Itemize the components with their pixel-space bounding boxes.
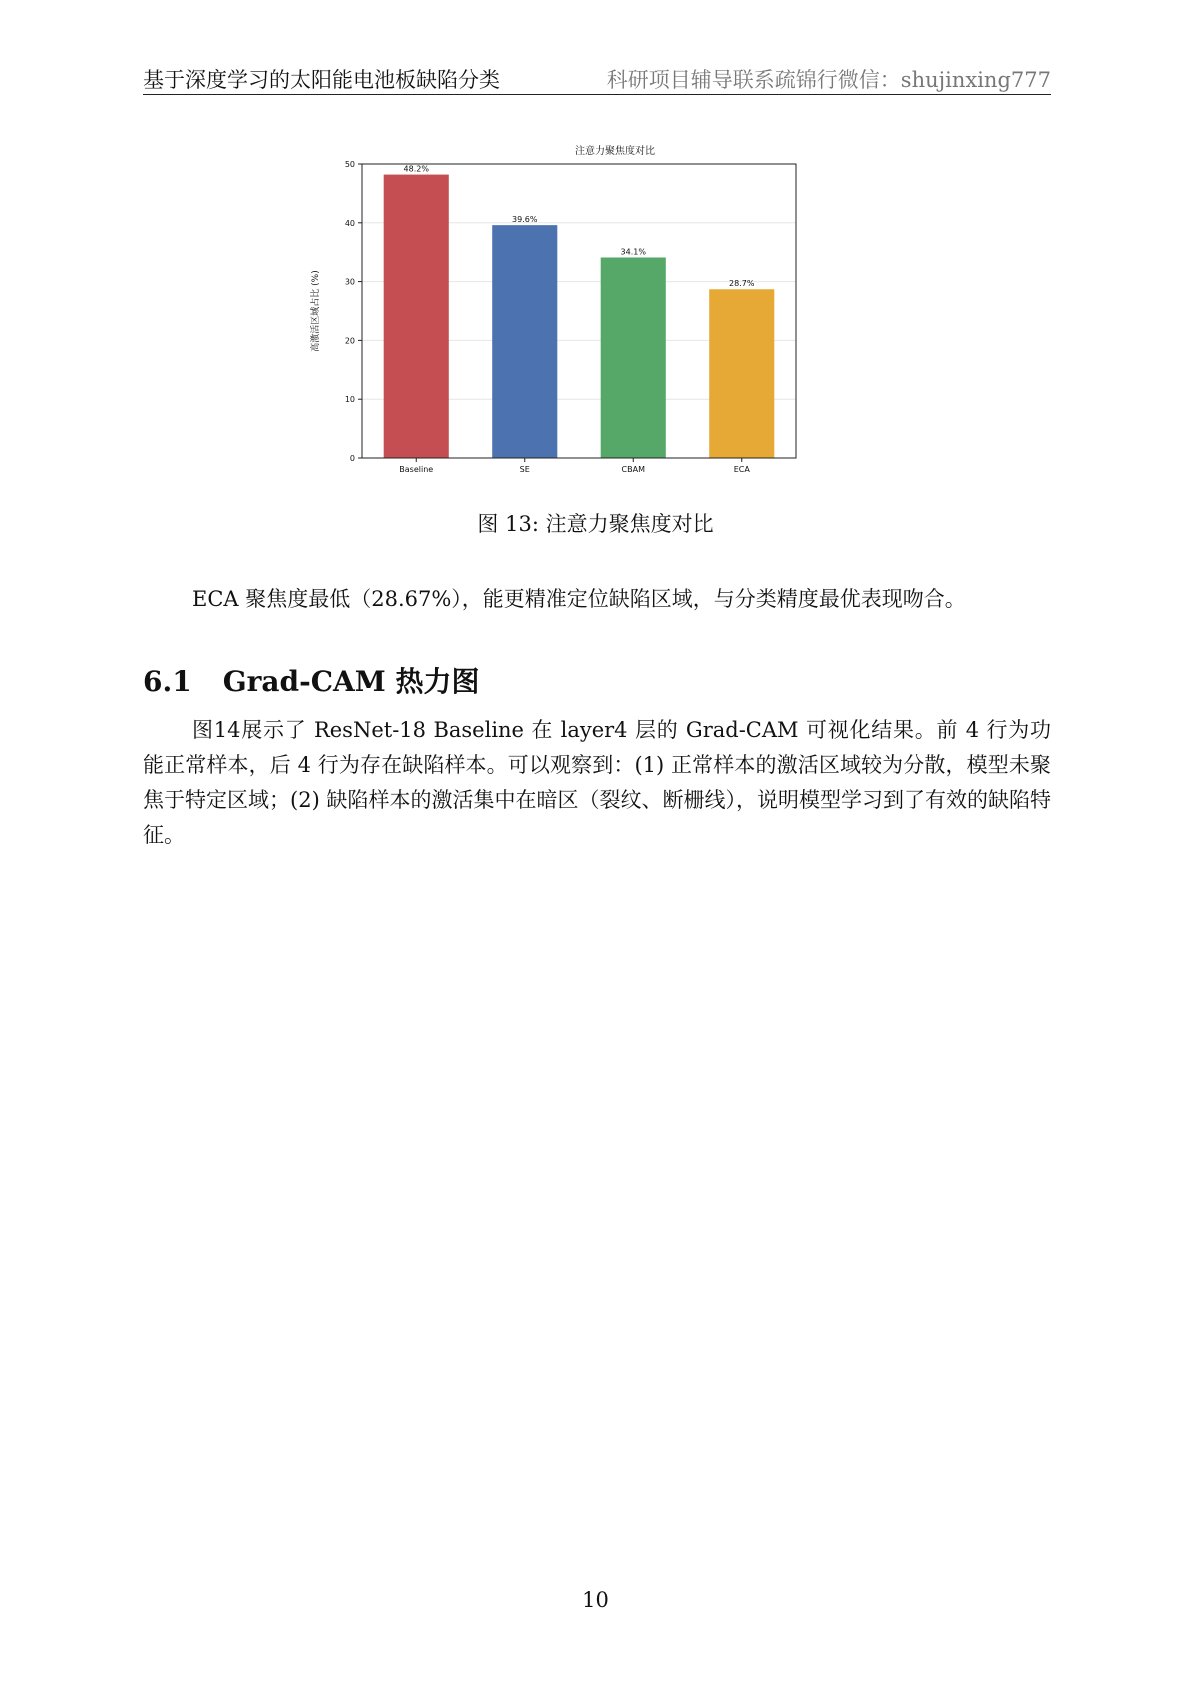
chart-bars	[384, 165, 775, 458]
x-tick-label: SE	[519, 465, 530, 474]
chart-title: 注意力聚焦度对比	[575, 146, 655, 157]
y-tick-label: 30	[344, 277, 355, 287]
x-axis	[399, 458, 750, 474]
page-number: 10	[582, 1588, 609, 1612]
section-number: 6.1	[143, 665, 192, 698]
header-title: 基于深度学习的太阳能电池板缺陷分类	[143, 68, 500, 92]
x-tick-label: Baseline	[399, 465, 434, 474]
y-tick-label: 20	[344, 336, 355, 346]
header-contact: 科研项目辅导联系疏锦行微信：shujinxing777	[606, 68, 1051, 92]
bar-value-label: 48.2%	[403, 164, 429, 174]
paragraph-gradcam: 图14展示了 ResNet-18 Baseline 在 layer4 层的 Grad-CAM 可视化结果。前 4 行为功能正常样本，后 4 行为存在缺陷样本。可以观察到：(1) 正常样本的激活区域较为分散，模型未聚焦于特定区域；(2) 缺陷样本的激活集中在暗区（裂纹、断栅线），说明模型学习到了有效的缺陷特征。	[143, 718, 1051, 847]
attention-focus-bar-chart	[311, 141, 870, 486]
bar-eca	[709, 289, 774, 458]
x-tick-label: ECA	[733, 465, 750, 474]
bar-value-label: 34.1%	[620, 247, 646, 257]
y-tick-label: 40	[344, 218, 355, 228]
section-heading	[143, 660, 480, 700]
bar-se	[492, 225, 557, 458]
x-tick-label: CBAM	[621, 465, 645, 474]
running-header	[143, 64, 1051, 95]
section-title: Grad-CAM 热力图	[222, 665, 480, 698]
y-tick-label: 50	[344, 160, 355, 169]
figure-13	[311, 141, 870, 486]
bar-cbam	[601, 257, 666, 458]
bar-baseline	[384, 175, 449, 458]
figure-caption: 图 13: 注意力聚焦度对比	[477, 512, 714, 536]
y-tick-label: 0	[349, 454, 355, 463]
bar-value-label: 28.7%	[729, 279, 755, 289]
y-axis-label: 高激活区域占比 (%)	[311, 270, 321, 352]
y-axis	[345, 160, 362, 463]
y-tick-label: 10	[344, 395, 355, 405]
paragraph-eca-summary: ECA 聚焦度最低（28.67%），能更精准定位缺陷区域，与分类精度最优表现吻合。	[192, 587, 966, 611]
bar-value-label: 39.6%	[512, 215, 538, 225]
